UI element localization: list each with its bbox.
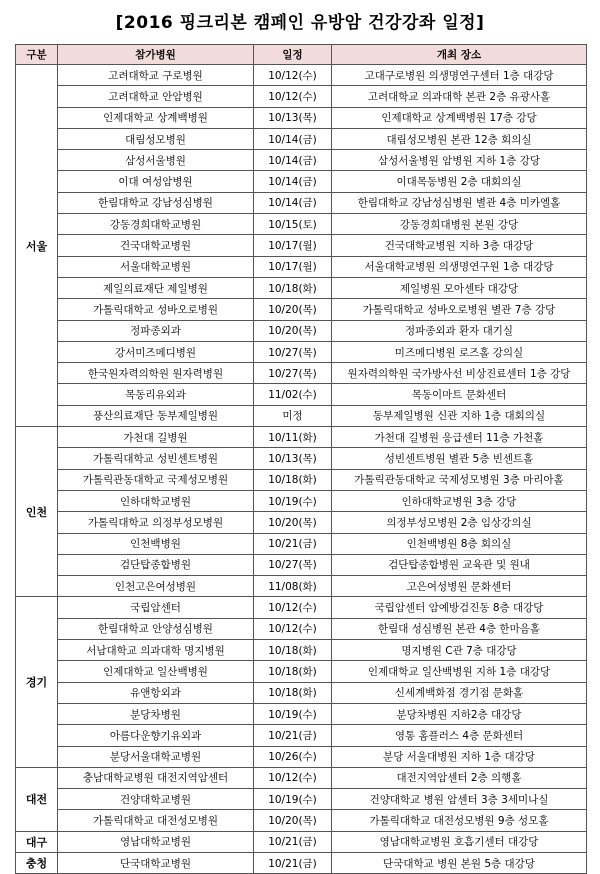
date-cell: 10/14(금) (254, 128, 332, 149)
venue-cell: 원자력의학원 국가방사선 비상진료센터 1층 강당 (332, 363, 587, 384)
region-cell: 대전 (16, 767, 58, 831)
hospital-cell: 가톨릭대학교 성빈센트병원 (58, 448, 254, 469)
hospital-cell: 가톨릭대학교 의정부성모병원 (58, 512, 254, 533)
venue-cell: 인제대학교 일산백병원 지하 1층 대강당 (332, 661, 587, 682)
header-row (16, 45, 587, 65)
venue-cell: 가톨릭대학교 성바오로병원 별관 7층 강당 (332, 299, 587, 320)
venue-cell: 영통 홈플러스 4층 문화센터 (332, 725, 587, 746)
table-row (16, 703, 587, 724)
date-cell: 10/12(수) (254, 597, 332, 618)
table-row (16, 746, 587, 767)
page-title: [2016 핑크리본 캠페인 유방암 건강강좌 일정] (115, 13, 485, 33)
hospital-cell: 검단탑종합병원 (58, 554, 254, 575)
table-row (16, 128, 587, 149)
header-date: 일정 (254, 45, 332, 65)
date-cell: 10/27(목) (254, 554, 332, 575)
date-cell: 10/20(목) (254, 299, 332, 320)
venue-cell: 대림성모병원 본관 12층 회의실 (332, 128, 587, 149)
date-cell: 10/19(수) (254, 490, 332, 511)
date-cell: 10/13(목) (254, 448, 332, 469)
table-row (16, 554, 587, 575)
hospital-cell: 건양대학교병원 (58, 789, 254, 810)
venue-cell: 성빈센트병원 별관 5층 빈센트홀 (332, 448, 587, 469)
table-row (16, 384, 587, 405)
date-cell: 10/27(목) (254, 341, 332, 362)
hospital-cell: 국립암센터 (58, 597, 254, 618)
header-venue: 개최 장소 (332, 45, 587, 65)
venue-cell: 검단탑종합병원 교육관 및 원내 (332, 554, 587, 575)
venue-cell: 인제대학교 상계백병원 17층 강당 (332, 107, 587, 128)
venue-cell: 건양대학교 병원 암센터 3층 3세미나실 (332, 789, 587, 810)
hospital-cell: 정파종외과 (58, 320, 254, 341)
hospital-cell: 이대 여성암병원 (58, 171, 254, 192)
hospital-cell: 가톨릭관동대학교 국제성모병원 (58, 469, 254, 490)
table-row (16, 107, 587, 128)
venue-cell: 의정부성모병원 2층 임상강의실 (332, 512, 587, 533)
date-cell: 10/17(월) (254, 235, 332, 256)
date-cell: 10/15(토) (254, 214, 332, 235)
date-cell: 10/13(목) (254, 107, 332, 128)
hospital-cell: 가톨릭대학교 대전성모병원 (58, 810, 254, 831)
date-cell: 10/21(금) (254, 725, 332, 746)
region-cell: 경기 (16, 597, 58, 767)
date-cell: 10/27(목) (254, 363, 332, 384)
table-row (16, 299, 587, 320)
hospital-cell: 한림대학교 안양성심병원 (58, 618, 254, 639)
hospital-cell: 서울대학교병원 (58, 256, 254, 277)
region-cell: 대구 (16, 831, 58, 852)
table-row (16, 597, 587, 618)
hospital-cell: 고려대학교 안암병원 (58, 86, 254, 107)
table-row (16, 341, 587, 362)
hospital-cell: 제일의료재단 제일병원 (58, 277, 254, 298)
hospital-cell: 유앤항외과 (58, 682, 254, 703)
table-row (16, 469, 587, 490)
venue-cell: 목동이마트 문화센터 (332, 384, 587, 405)
date-cell: 10/18(화) (254, 277, 332, 298)
date-cell: 10/21(금) (254, 533, 332, 554)
table-row (16, 448, 587, 469)
hospital-cell: 서남대학교 의과대학 명지병원 (58, 640, 254, 661)
hospital-cell: 영남대학교병원 (58, 831, 254, 852)
table-row (16, 512, 587, 533)
date-cell: 10/18(화) (254, 682, 332, 703)
table-row (16, 640, 587, 661)
hospital-cell: 인제대학교 상계백병원 (58, 107, 254, 128)
venue-cell: 정파종외과 환자 대기실 (332, 320, 587, 341)
venue-cell: 한림대 성심병원 본관 4층 한마음홀 (332, 618, 587, 639)
table-row (16, 767, 587, 788)
hospital-cell: 고려대학교 구로병원 (58, 65, 254, 86)
table-row (16, 831, 587, 852)
venue-cell: 서울대학교병원 의생명연구원 1층 대강당 (332, 256, 587, 277)
table-row (16, 256, 587, 277)
hospital-cell: 풍산의료재단 동부제일병원 (58, 405, 254, 426)
venue-cell: 가천대 길병원 응급센터 11층 가천홀 (332, 427, 587, 448)
venue-cell: 분당차병원 지하2층 대강당 (332, 703, 587, 724)
table-row (16, 320, 587, 341)
venue-cell: 단국대학교 병원 본원 5층 대강당 (332, 852, 587, 873)
hospital-cell: 한림대학교 강남성심병원 (58, 192, 254, 213)
venue-cell: 대전지역암센터 2층 의행홀 (332, 767, 587, 788)
venue-cell: 인하대학교병원 3층 강당 (332, 490, 587, 511)
venue-cell: 동부제일병원 신관 지하 1층 대회의실 (332, 405, 587, 426)
hospital-cell: 가톨릭대학교 성바오로병원 (58, 299, 254, 320)
date-cell: 10/21(금) (254, 831, 332, 852)
table-row (16, 277, 587, 298)
date-cell: 10/18(화) (254, 661, 332, 682)
date-cell: 10/11(화) (254, 427, 332, 448)
date-cell: 10/14(금) (254, 150, 332, 171)
table-row (16, 86, 587, 107)
hospital-cell: 가천대 길병원 (58, 427, 254, 448)
venue-cell: 한림대학교 강남성심병원 별관 4층 미카엘홀 (332, 192, 587, 213)
hospital-cell: 건국대학교병원 (58, 235, 254, 256)
venue-cell: 가톨릭대학교 대전성모병원 9층 성모홀 (332, 810, 587, 831)
schedule-table (15, 44, 587, 874)
table-row (16, 725, 587, 746)
date-cell: 10/12(수) (254, 86, 332, 107)
date-cell: 미정 (254, 405, 332, 426)
table-row (16, 150, 587, 171)
hospital-cell: 분당서울대학교병원 (58, 746, 254, 767)
venue-cell: 국립암센터 암예방검진동 8층 대강당 (332, 597, 587, 618)
table-row (16, 789, 587, 810)
venue-cell: 명지병원 C관 7층 대강당 (332, 640, 587, 661)
table-row (16, 363, 587, 384)
table-row (16, 682, 587, 703)
venue-cell: 제일병원 모아센타 대강당 (332, 277, 587, 298)
schedule-body (16, 65, 587, 874)
venue-cell: 미즈메디병원 로즈홀 강의실 (332, 341, 587, 362)
date-cell: 10/26(수) (254, 746, 332, 767)
venue-cell: 삼성서울병원 암병원 지하 1층 강당 (332, 150, 587, 171)
hospital-cell: 인천고은여성병원 (58, 576, 254, 597)
date-cell: 10/20(목) (254, 320, 332, 341)
table-row (16, 852, 587, 873)
hospital-cell: 강서미즈메디병원 (58, 341, 254, 362)
date-cell: 10/18(화) (254, 469, 332, 490)
header-hospital: 참가병원 (58, 45, 254, 65)
table-row (16, 661, 587, 682)
venue-cell: 분당 서울대병원 지하 1층 대강당 (332, 746, 587, 767)
venue-cell: 영남대학교병원 호흡기센터 대강당 (332, 831, 587, 852)
hospital-cell: 단국대학교병원 (58, 852, 254, 873)
hospital-cell: 충남대학교병원 대전지역암센터 (58, 767, 254, 788)
region-cell: 서울 (16, 65, 58, 427)
date-cell: 10/12(수) (254, 65, 332, 86)
date-cell: 10/19(수) (254, 703, 332, 724)
region-cell: 충청 (16, 852, 58, 873)
table-row (16, 405, 587, 426)
date-cell: 10/21(금) (254, 852, 332, 873)
table-row (16, 490, 587, 511)
date-cell: 10/19(수) (254, 789, 332, 810)
hospital-cell: 아름다운향기유외과 (58, 725, 254, 746)
hospital-cell: 인제대학교 일산백병원 (58, 661, 254, 682)
hospital-cell: 목동리유외과 (58, 384, 254, 405)
hospital-cell: 삼성서울병원 (58, 150, 254, 171)
table-row (16, 533, 587, 554)
table-row (16, 214, 587, 235)
date-cell: 11/08(화) (254, 576, 332, 597)
date-cell: 10/14(금) (254, 192, 332, 213)
hospital-cell: 한국원자력의학원 원자력병원 (58, 363, 254, 384)
table-row (16, 618, 587, 639)
hospital-cell: 인천백병원 (58, 533, 254, 554)
header-region: 구분 (16, 45, 58, 65)
hospital-cell: 인하대학교병원 (58, 490, 254, 511)
date-cell: 10/14(금) (254, 171, 332, 192)
venue-cell: 가톨릭관동대학교 국제성모병원 3층 마리아홀 (332, 469, 587, 490)
table-row (16, 192, 587, 213)
table-row (16, 65, 587, 86)
venue-cell: 인천백병원 8층 회의실 (332, 533, 587, 554)
table-row (16, 576, 587, 597)
venue-cell: 고은여성병원 문화센터 (332, 576, 587, 597)
hospital-cell: 분당차병원 (58, 703, 254, 724)
date-cell: 10/20(목) (254, 810, 332, 831)
date-cell: 11/02(수) (254, 384, 332, 405)
date-cell: 10/12(수) (254, 618, 332, 639)
table-row (16, 235, 587, 256)
date-cell: 10/20(목) (254, 512, 332, 533)
venue-cell: 고대구로병원 의생명연구센터 1층 대강당 (332, 65, 587, 86)
venue-cell: 고려대학교 의과대학 본관 2층 유광사홀 (332, 86, 587, 107)
hospital-cell: 강동경희대학교병원 (58, 214, 254, 235)
table-row (16, 810, 587, 831)
table-row (16, 171, 587, 192)
date-cell: 10/12(수) (254, 767, 332, 788)
region-cell: 인천 (16, 427, 58, 597)
venue-cell: 이대목동병원 2층 대회의실 (332, 171, 587, 192)
venue-cell: 신세계백화점 경기점 문화홀 (332, 682, 587, 703)
venue-cell: 강동경희대병원 본원 강당 (332, 214, 587, 235)
date-cell: 10/18(화) (254, 640, 332, 661)
table-row (16, 427, 587, 448)
date-cell: 10/17(월) (254, 256, 332, 277)
hospital-cell: 대림성모병원 (58, 128, 254, 149)
venue-cell: 건국대학교병원 지하 3층 대강당 (332, 235, 587, 256)
